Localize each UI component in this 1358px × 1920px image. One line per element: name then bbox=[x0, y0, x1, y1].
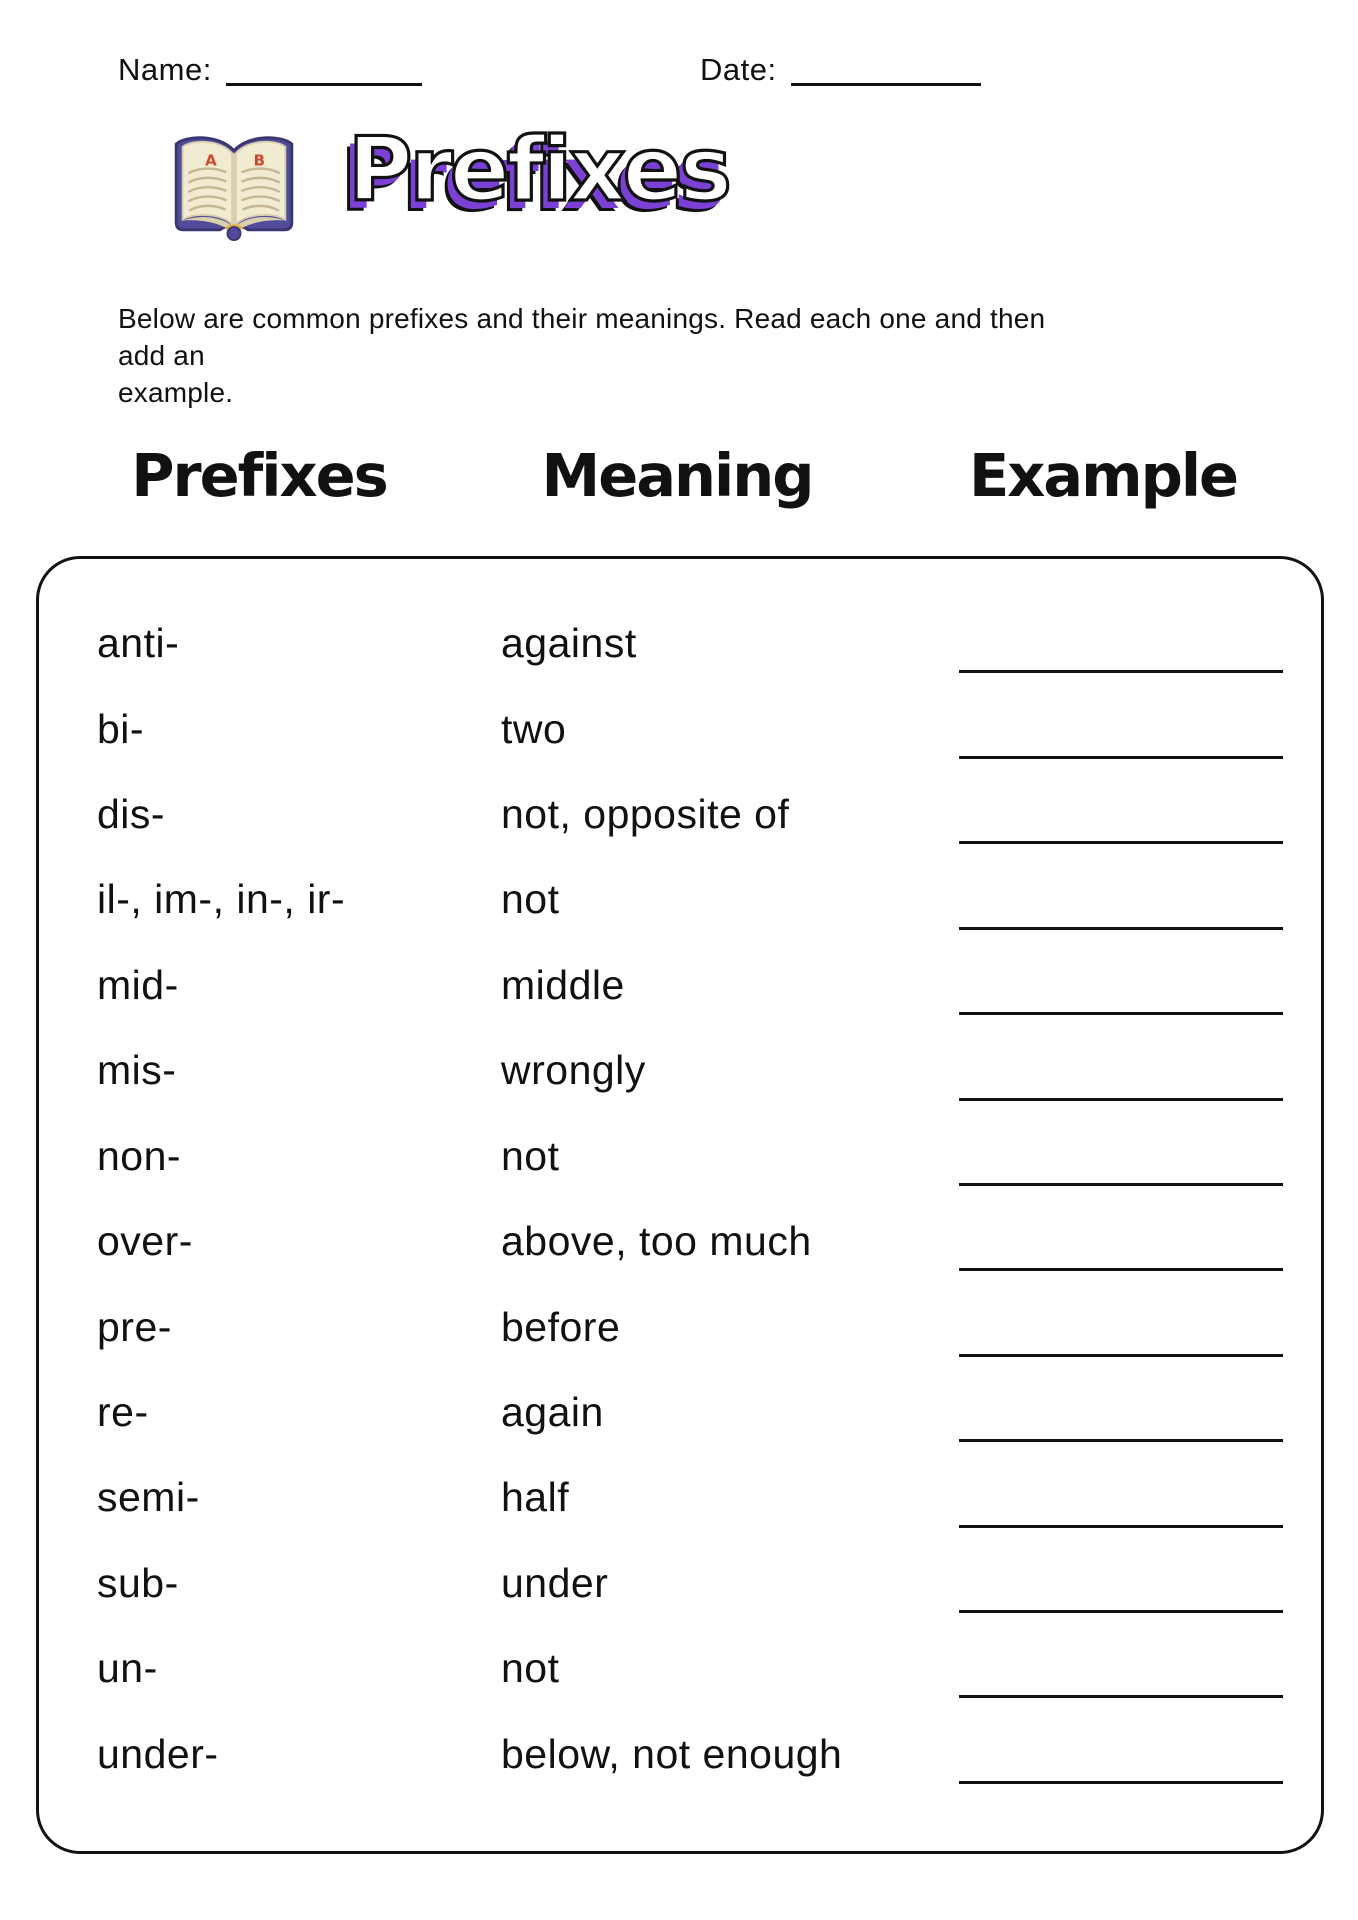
date-field-group bbox=[700, 52, 981, 88]
table-row bbox=[39, 1455, 1321, 1540]
table-row bbox=[39, 772, 1321, 857]
table-row bbox=[39, 1711, 1321, 1796]
example-blank[interactable] bbox=[959, 1695, 1283, 1698]
date-write-line[interactable] bbox=[791, 79, 981, 86]
table-row bbox=[39, 1114, 1321, 1199]
name-label: Name: bbox=[118, 52, 212, 87]
example-blank[interactable] bbox=[959, 841, 1283, 844]
meaning-cell: not, opposite of bbox=[501, 791, 790, 838]
table-row bbox=[39, 857, 1321, 942]
table-row bbox=[39, 1370, 1321, 1455]
column-header-example: Example bbox=[968, 441, 1238, 510]
meaning-cell: against bbox=[501, 620, 637, 667]
table-row bbox=[39, 1028, 1321, 1113]
meaning-cell: not bbox=[501, 876, 560, 923]
example-cell bbox=[953, 1284, 1321, 1369]
example-cell bbox=[953, 1626, 1321, 1711]
table-row bbox=[39, 1284, 1321, 1369]
meaning-cell: not bbox=[501, 1645, 560, 1692]
prefix-cell: mis- bbox=[97, 1047, 177, 1094]
example-blank[interactable] bbox=[959, 756, 1283, 759]
page-title: Prefixes bbox=[348, 118, 729, 221]
prefix-cell: mid- bbox=[97, 961, 179, 1008]
example-blank[interactable] bbox=[959, 1268, 1283, 1271]
example-blank[interactable] bbox=[959, 1610, 1283, 1613]
meaning-cell: under bbox=[501, 1559, 609, 1606]
table-row bbox=[39, 1199, 1321, 1284]
example-blank[interactable] bbox=[959, 1012, 1283, 1015]
example-cell bbox=[953, 1711, 1321, 1796]
meaning-cell: middle bbox=[501, 961, 625, 1008]
example-blank[interactable] bbox=[959, 1098, 1283, 1101]
instructions-line-2: example. bbox=[118, 376, 234, 408]
example-blank[interactable] bbox=[959, 1183, 1283, 1186]
example-cell bbox=[953, 1370, 1321, 1455]
meaning-cell: below, not enough bbox=[501, 1730, 843, 1777]
example-cell bbox=[953, 857, 1321, 942]
table-row bbox=[39, 1541, 1321, 1626]
table-row bbox=[39, 601, 1321, 686]
prefix-cell: pre- bbox=[97, 1303, 172, 1350]
meaning-cell: half bbox=[501, 1474, 570, 1521]
prefix-cell: re- bbox=[97, 1389, 149, 1435]
example-blank[interactable] bbox=[959, 1525, 1283, 1528]
prefix-cell: il-, im-, in-, ir- bbox=[97, 876, 346, 923]
example-blank[interactable] bbox=[959, 1439, 1283, 1442]
table-row bbox=[39, 943, 1321, 1028]
example-cell bbox=[953, 943, 1321, 1028]
svg-text:A: A bbox=[205, 151, 217, 170]
name-write-line[interactable] bbox=[226, 79, 422, 86]
example-cell bbox=[953, 1114, 1321, 1199]
prefix-cell: under- bbox=[97, 1730, 219, 1777]
open-book-icon bbox=[164, 126, 304, 244]
prefix-cell: non- bbox=[97, 1132, 182, 1179]
example-cell bbox=[953, 1455, 1321, 1540]
meaning-cell: not bbox=[501, 1132, 560, 1179]
meaning-cell: wrongly bbox=[501, 1047, 646, 1094]
example-blank[interactable] bbox=[959, 1781, 1283, 1784]
prefix-cell: dis- bbox=[97, 791, 166, 838]
example-cell bbox=[953, 772, 1321, 857]
prefix-cell: bi- bbox=[97, 705, 145, 752]
instructions-text bbox=[118, 301, 1078, 412]
meaning-cell: two bbox=[501, 705, 567, 752]
prefix-cell: un- bbox=[97, 1645, 158, 1692]
meaning-cell: again bbox=[501, 1389, 604, 1435]
prefix-cell: anti- bbox=[97, 620, 180, 667]
example-cell bbox=[953, 1541, 1321, 1626]
example-blank[interactable] bbox=[959, 927, 1283, 930]
example-cell bbox=[953, 686, 1321, 771]
meaning-cell: before bbox=[501, 1303, 621, 1350]
prefix-table bbox=[36, 556, 1324, 1854]
instructions-line-1: Below are common prefixes and their meanings. Read each one and then add an bbox=[118, 303, 1046, 371]
table-row bbox=[39, 686, 1321, 771]
name-field-group bbox=[118, 52, 422, 88]
svg-text:B: B bbox=[253, 151, 265, 170]
example-cell bbox=[953, 601, 1321, 686]
prefix-cell: sub- bbox=[97, 1559, 179, 1606]
meaning-cell: above, too much bbox=[501, 1218, 812, 1265]
column-header-meaning: Meaning bbox=[541, 441, 813, 510]
example-cell bbox=[953, 1028, 1321, 1113]
example-cell bbox=[953, 1199, 1321, 1284]
example-blank[interactable] bbox=[959, 670, 1283, 673]
prefix-cell: semi- bbox=[97, 1474, 200, 1521]
example-blank[interactable] bbox=[959, 1354, 1283, 1357]
column-header-prefixes: Prefixes bbox=[131, 441, 387, 510]
prefix-cell: over- bbox=[97, 1218, 193, 1265]
table-row bbox=[39, 1626, 1321, 1711]
date-label: Date: bbox=[700, 52, 777, 87]
